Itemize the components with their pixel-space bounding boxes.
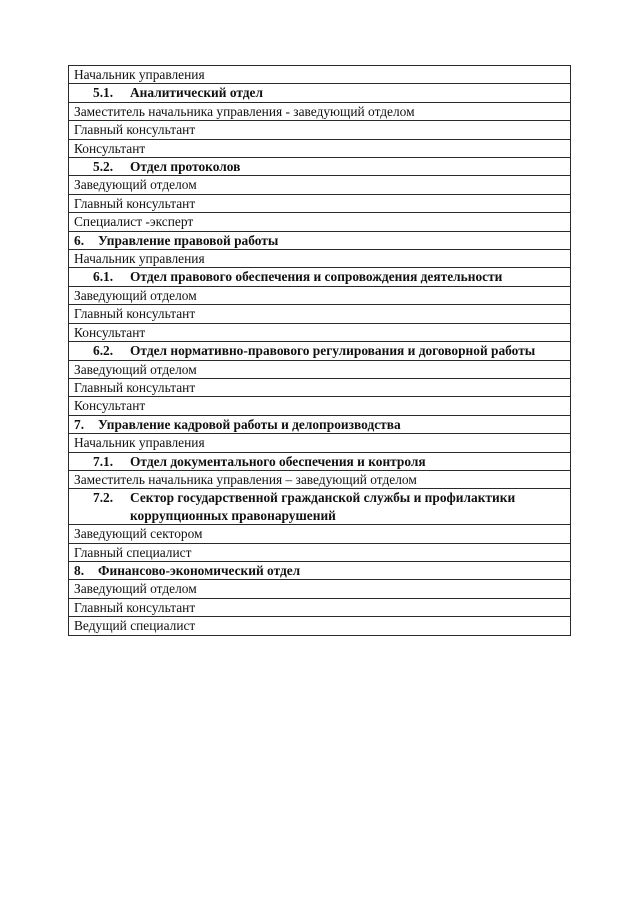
position-title: Главный консультант (69, 194, 571, 212)
position-row (69, 470, 571, 488)
position-row (69, 617, 571, 635)
position-title: Главный специалист (69, 543, 571, 561)
position-title: Заведующий отделом (69, 580, 571, 598)
section-heading (74, 342, 570, 359)
section-heading (74, 416, 570, 433)
position-row (69, 580, 571, 598)
position-title: Консультант (69, 323, 571, 341)
section-title: Сектор государственной гражданской службы и профилактики коррупционных правонарушений (130, 490, 516, 523)
position-row (69, 360, 571, 378)
position-title: Заведующий отделом (69, 176, 571, 194)
section-heading (74, 232, 570, 249)
position-title: Заместитель начальника управления - заведующий отделом (69, 102, 571, 120)
position-row (69, 323, 571, 341)
section-heading-cell (69, 452, 571, 470)
section-number: 7.1. (93, 453, 114, 469)
section-number: 8. (74, 562, 85, 578)
section-heading-cell (69, 561, 571, 579)
section-heading-row (69, 268, 571, 286)
position-title: Заведующий сектором (69, 525, 571, 543)
section-title: Отдел нормативно-правового регулирования и договорной работы (130, 343, 536, 359)
position-row (69, 525, 571, 543)
section-heading-row (69, 231, 571, 249)
position-row (69, 598, 571, 616)
position-title: Консультант (69, 139, 571, 157)
position-title: Главный консультант (69, 121, 571, 139)
position-row (69, 434, 571, 452)
section-heading (74, 268, 570, 285)
position-title: Специалист -эксперт (69, 213, 571, 231)
section-heading-row (69, 489, 571, 525)
section-number: 5.2. (93, 159, 114, 175)
position-title: Заместитель начальника управления – заведующий отделом (69, 470, 571, 488)
section-heading-row (69, 342, 571, 360)
section-title: Отдел документального обеспечения и контроля (130, 453, 426, 469)
section-heading-row (69, 84, 571, 102)
position-title: Главный консультант (69, 378, 571, 396)
section-title: Отдел протоколов (130, 159, 241, 175)
position-row (69, 286, 571, 304)
position-title: Консультант (69, 397, 571, 415)
section-title: Управление правовой работы (98, 232, 279, 248)
section-heading-cell (69, 342, 571, 360)
position-title: Заведующий отделом (69, 360, 571, 378)
section-number: 6.2. (93, 343, 114, 359)
position-row (69, 176, 571, 194)
position-title: Главный консультант (69, 598, 571, 616)
section-heading-row (69, 415, 571, 433)
section-title: Управление кадровой работы и делопроизводства (98, 416, 401, 432)
position-row (69, 250, 571, 268)
position-title: Начальник управления (69, 434, 571, 452)
position-title: Ведущий специалист (69, 617, 571, 635)
section-heading-row (69, 158, 571, 176)
position-title: Главный консультант (69, 305, 571, 323)
table-body (69, 66, 571, 636)
position-row (69, 121, 571, 139)
position-row (69, 213, 571, 231)
section-heading (74, 489, 570, 524)
section-heading-cell (69, 231, 571, 249)
position-title: Заведующий отделом (69, 286, 571, 304)
section-heading (74, 453, 570, 470)
section-heading-cell (69, 415, 571, 433)
position-row (69, 378, 571, 396)
section-number: 7.2. (93, 490, 114, 506)
position-title: Начальник управления (69, 66, 571, 84)
staff-structure-table (68, 65, 571, 636)
position-row (69, 139, 571, 157)
position-title: Начальник управления (69, 250, 571, 268)
position-row (69, 543, 571, 561)
section-number: 6.1. (93, 269, 114, 285)
section-heading-cell (69, 268, 571, 286)
section-heading-row (69, 561, 571, 579)
section-heading (74, 562, 570, 579)
position-row (69, 66, 571, 84)
position-row (69, 102, 571, 120)
section-number: 7. (74, 416, 85, 432)
section-heading (74, 84, 570, 101)
section-number: 6. (74, 232, 85, 248)
section-title: Финансово-экономический отдел (98, 562, 301, 578)
position-row (69, 305, 571, 323)
position-row (69, 397, 571, 415)
section-heading-row (69, 452, 571, 470)
section-heading-cell (69, 489, 571, 525)
section-number: 5.1. (93, 85, 114, 101)
position-row (69, 194, 571, 212)
section-title: Отдел правового обеспечения и сопровождения деятельности (130, 269, 503, 285)
section-title: Аналитический отдел (130, 85, 263, 101)
section-heading-cell (69, 84, 571, 102)
section-heading-cell (69, 158, 571, 176)
section-heading (74, 158, 570, 175)
